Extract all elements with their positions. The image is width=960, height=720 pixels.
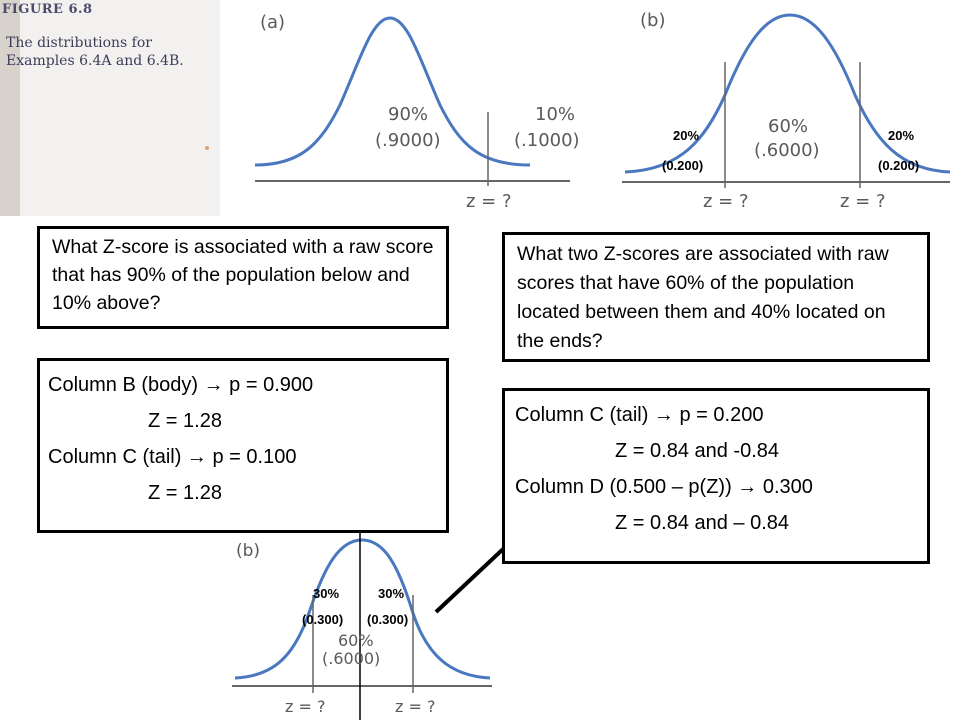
panel-b-top-left-tail-proportion: (0.200)	[662, 158, 704, 173]
panel-a-left-percent: 90%	[388, 104, 429, 125]
answer-b-line2: Z = 0.84 and -0.84	[615, 440, 780, 462]
scan-page-area	[20, 0, 220, 216]
figure-caption	[6, 34, 184, 70]
answer-a-line4: Z = 1.28	[148, 482, 222, 504]
panel-b-bottom-z-right: z = ?	[395, 697, 436, 716]
panel-b-top-right-tail-percent: 20%	[888, 128, 915, 143]
panel-b-bottom-left-half-proportion: (0.300)	[302, 612, 344, 627]
panel-b-bottom-tag: (b)	[236, 541, 261, 561]
panel-b-bottom-right-half-percent: 30%	[378, 586, 405, 601]
panel-b-bottom-right-half-proportion: (0.300)	[367, 612, 409, 627]
scan-speck	[205, 146, 209, 150]
panel-b-bottom	[232, 532, 492, 720]
panel-b-top-z-left: z = ?	[703, 191, 749, 212]
answer-a-box	[37, 358, 449, 533]
figure-heading: FIGURE 6.8	[2, 2, 93, 17]
answer-b-line3: Column D (0.500 – p(Z)) → 0.300	[515, 476, 813, 498]
figure-caption-line2: Examples 6.4A and 6.4B.	[6, 53, 184, 69]
answer-a-line1: Column B (body) → p = 0.900	[48, 374, 314, 396]
answer-a-line2: Z = 1.28	[148, 410, 222, 432]
answer-a-line3: Column C (tail) → p = 0.100	[48, 446, 297, 468]
figure-caption-line1: The distributions for	[6, 35, 152, 51]
answer-b-line1: Column C (tail) → p = 0.200	[515, 404, 764, 426]
panel-b-top-tag: (b)	[640, 10, 666, 31]
panel-b-top-right-tail-proportion: (0.200)	[878, 158, 920, 173]
answer-b-box	[502, 388, 930, 564]
panel-a-left-proportion: (.9000)	[375, 130, 441, 151]
panel-b-top	[622, 10, 950, 212]
panel-a	[255, 12, 580, 212]
panel-a-right-percent: 10%	[535, 104, 576, 125]
panel-b-bottom-mid-proportion: (.6000)	[322, 649, 381, 668]
panel-b-bottom-mid-percent: 60%	[338, 631, 374, 650]
panel-a-right-proportion: (.1000)	[514, 130, 580, 151]
question-b-box: What two Z-scores are associated with raw scores that have 60% of the population located between them and 40% located on the ends?	[502, 232, 930, 362]
panel-b-top-mid-proportion: (.6000)	[754, 140, 820, 161]
question-a-box: What Z-score is associated with a raw score that has 90% of the population below and 10% above?	[37, 226, 449, 329]
panel-b-bottom-z-left: z = ?	[285, 697, 326, 716]
panel-b-top-mid-percent: 60%	[768, 116, 809, 137]
answer-b-line4: Z = 0.84 and – 0.84	[615, 512, 790, 534]
panel-a-z-label: z = ?	[466, 191, 512, 212]
scan-edge-shadow	[0, 0, 20, 216]
panel-b-bottom-left-half-percent: 30%	[313, 586, 340, 601]
panel-a-tag: (a)	[260, 12, 286, 33]
panel-b-top-left-tail-percent: 20%	[673, 128, 700, 143]
panel-b-top-z-right: z = ?	[840, 191, 886, 212]
